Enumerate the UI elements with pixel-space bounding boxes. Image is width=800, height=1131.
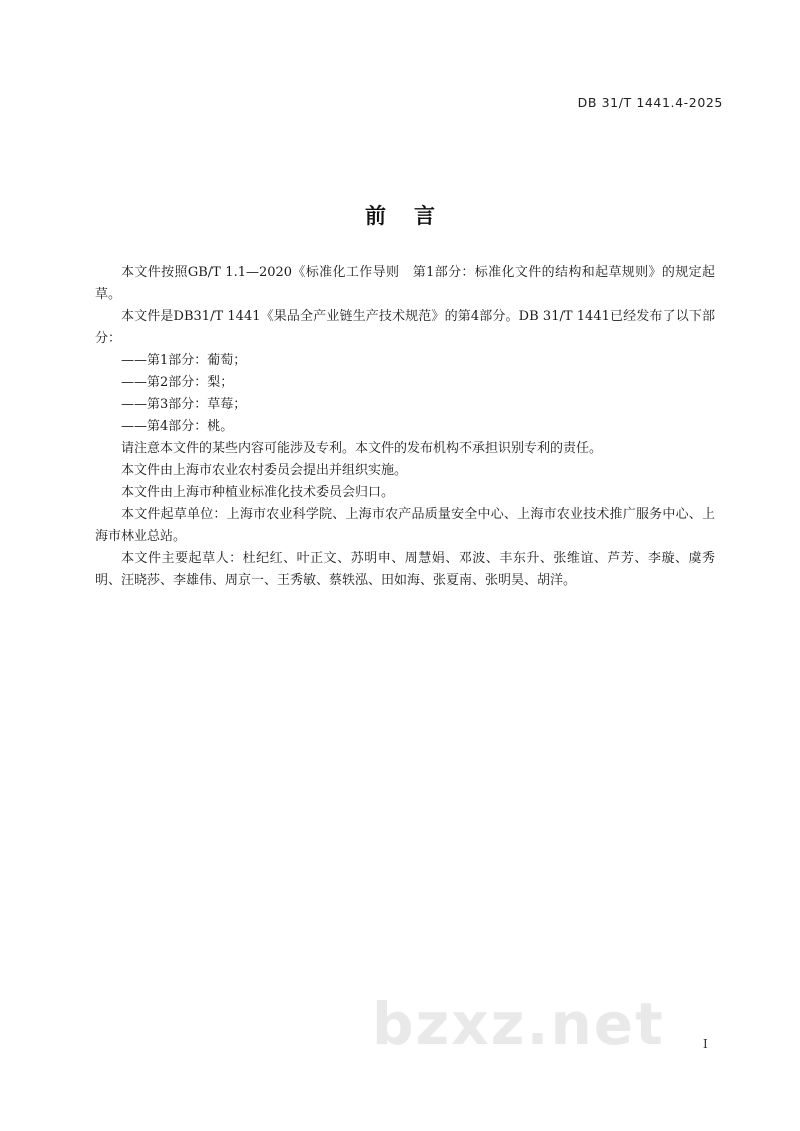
list-item-part-3: ——第3部分：草莓； [121, 397, 247, 412]
document-code: DB 31/T 1441.4-2025 [577, 95, 723, 110]
list-item-part-1: ——第1部分：葡萄； [121, 353, 247, 368]
foreword-body [95, 262, 715, 592]
page-number: I [703, 1037, 708, 1051]
paragraph-centralized-by: 本文件由上海市种植业标准化技术委员会归口。 [121, 485, 395, 500]
paragraph-series-intro: 本文件是DB31/T 1441《果品全产业链生产技术规范》的第4部分。DB 31/T 1441已经发布了以下部分： [95, 309, 715, 346]
paragraph-patent-notice: 请注意本文件的某些内容可能涉及专利。本文件的发布机构不承担识别专利的责任。 [121, 441, 603, 456]
page-title: 前言 [365, 204, 463, 228]
paragraph-drafting-units: 本文件起草单位：上海市农业科学院、上海市农产品质量安全中心、上海市农业技术推广服务中心、上海市林业总站。 [95, 507, 715, 544]
watermark: bzxz.net [372, 990, 665, 1058]
paragraph-proposer: 本文件由上海市农业农村委员会提出并组织实施。 [121, 463, 408, 478]
list-item-part-2: ——第2部分：梨； [121, 375, 234, 390]
paragraph-drafters: 本文件主要起草人：杜纪红、叶正文、苏明申、周慧娟、邓波、丰东升、张维谊、芦芳、李璇、虞秀明、汪晓莎、李雄伟、周京一、王秀敏、蔡轶泓、田如海、张夏南、张明昊、胡洋。 [95, 551, 715, 588]
paragraph-drafting-basis: 本文件按照GB/T 1.1—2020《标准化工作导则 第1部分：标准化文件的结构和起草规则》的规定起草。 [95, 265, 715, 302]
list-item-part-4: ——第4部分：桃。 [121, 419, 234, 434]
